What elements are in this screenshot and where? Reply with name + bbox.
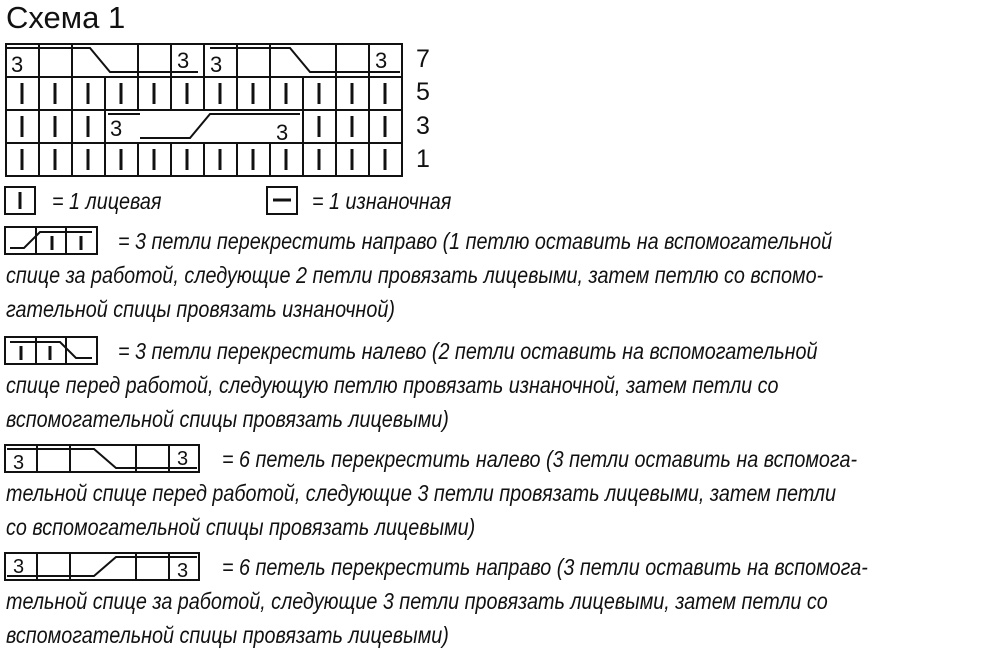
row-number: 7 xyxy=(416,45,430,73)
legend-cross-left-6-line: тельной спице перед работой, следующие 3 петли провязать лицевыми, затем петли xyxy=(6,480,837,506)
cross-left-6-symbol xyxy=(4,444,204,474)
cable-number: 3 xyxy=(13,452,25,474)
cable-number: 3 xyxy=(177,48,190,73)
legend-cross-right-3-line: гательной спицы провязать изнаночной) xyxy=(6,296,395,322)
legend-purl-text: = 1 изнаночная xyxy=(312,188,452,214)
legend-knit-text: = 1 лицевая xyxy=(52,188,162,214)
knitting-chart xyxy=(0,0,420,180)
cross-right-3-symbol xyxy=(4,226,102,256)
chart-grid xyxy=(6,44,402,176)
legend-cross-left-3-line: = 3 петли перекрестить налево (2 петли оставить на вспомогательной xyxy=(118,338,818,364)
row-number: 5 xyxy=(416,78,430,106)
cable-number: 3 xyxy=(13,556,25,578)
cable-number: 3 xyxy=(276,120,289,145)
purl-symbol xyxy=(266,186,300,216)
cable-number: 3 xyxy=(11,52,24,77)
knit-symbol xyxy=(4,186,38,216)
legend-cross-right-3-line: = 3 петли перекрестить направо (1 петлю оставить на вспомогательной xyxy=(118,228,833,254)
legend-cross-right-6-line: тельной спице за работой, следующие 3 петли провязать лицевыми, затем петли со xyxy=(6,588,828,614)
legend-cross-right-3-line: спице за работой, следующие 2 петли провязать лицевыми, затем петлю со вспомо- xyxy=(6,262,824,288)
row-number: 3 xyxy=(416,112,430,140)
cable-number: 3 xyxy=(110,116,123,141)
legend-cross-left-6-line: со вспомогательной спицы провязать лицевыми) xyxy=(6,514,476,540)
legend-cross-left-6-line: = 6 петель перекрестить налево (3 петли оставить на вспомога- xyxy=(222,446,858,472)
cable-number: 3 xyxy=(177,560,189,582)
cable-number: 3 xyxy=(375,48,388,73)
legend-cross-right-6-line: вспомогательной спицы провязать лицевыми) xyxy=(6,622,449,648)
page-title: Схема 1 xyxy=(6,0,126,35)
legend-cross-left-3-line: вспомогательной спицы провязать лицевыми) xyxy=(6,406,449,432)
chart-cable-row-3 xyxy=(108,114,300,138)
row-number: 1 xyxy=(416,145,430,173)
cable-number: 3 xyxy=(177,448,189,470)
cross-left-3-symbol xyxy=(4,336,102,366)
cross-right-6-symbol xyxy=(4,552,204,582)
legend-cross-left-3-line: спице перед работой, следующую петлю провязать изнаночной, затем петли со xyxy=(6,372,779,398)
legend-cross-right-6-line: = 6 петель перекрестить направо (3 петли оставить на вспомога- xyxy=(222,554,868,580)
cable-number: 3 xyxy=(210,52,223,77)
